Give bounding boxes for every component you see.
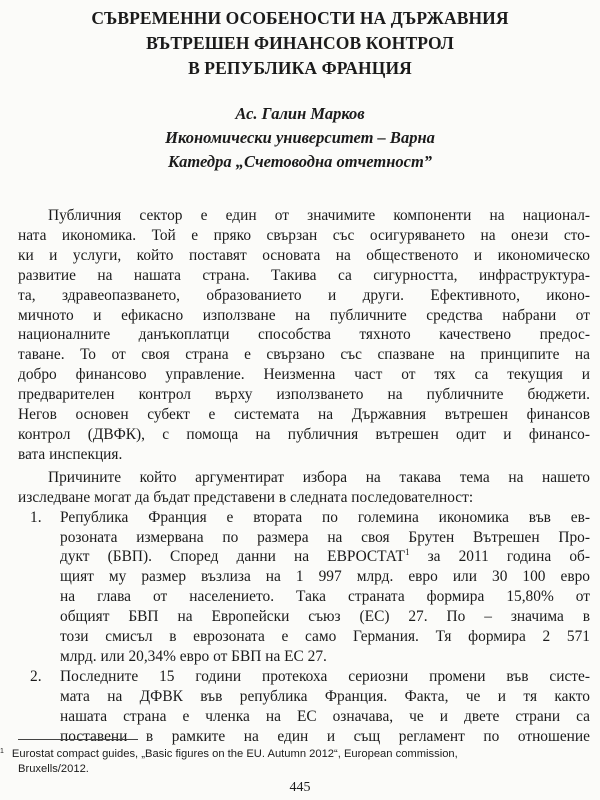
text-line bbox=[18, 547, 590, 567]
text-line: добро финансово управление. Неизменна част от тях са текущия и bbox=[18, 366, 590, 384]
text-line: този смисъл в еврозоната е само Германия. Тя формира 2 571 bbox=[60, 628, 590, 646]
list-text: дукт (БВП). Според данни на ЕВРОСТАТ bbox=[60, 548, 405, 566]
list-text: Последните 15 години протекоха сериозни промени във систе- bbox=[60, 667, 590, 685]
footnote bbox=[0, 744, 590, 777]
footnote-divider bbox=[18, 739, 138, 740]
text-line: мичното и ефикасно използване на публичните средства набрани от bbox=[18, 306, 590, 324]
author-affiliation: Икономически университет – Варна bbox=[165, 128, 435, 147]
text-line: розоната измервана по размера на своя Брутен Вътрешен Про- bbox=[60, 528, 590, 546]
text-line: ки и услуги, който поставят основата на общественото и икономическо bbox=[18, 246, 590, 264]
author-department: Катедра „Счетоводна отчетност” bbox=[167, 152, 433, 171]
footnote-text: Bruxells/2012. bbox=[18, 763, 89, 775]
author-name: Ас. Галин Марков bbox=[235, 104, 365, 123]
article-body bbox=[18, 206, 590, 746]
text-line: предварителен контрол върху използването на публичните бюджети. bbox=[18, 386, 590, 404]
list-number: 2. bbox=[30, 667, 42, 685]
text-line: Негов основен субект е системата на Държавния вътрешен финансов bbox=[18, 406, 590, 424]
paragraph-intro bbox=[18, 206, 590, 465]
text-line: вата инспекция. bbox=[18, 445, 123, 463]
text-line: националните данъкоплатци способства тяхното качествено предос- bbox=[18, 326, 590, 344]
article-title bbox=[0, 6, 600, 81]
text-line bbox=[18, 667, 590, 687]
footnote-mark: 1 bbox=[0, 748, 4, 755]
list-text: Република Франция е втората по големина икономика във ев- bbox=[60, 508, 590, 526]
list-number: 1. bbox=[30, 508, 42, 526]
title-line: В РЕПУБЛИКА ФРАНЦИЯ bbox=[188, 58, 412, 78]
list-text: за 2011 година об- bbox=[409, 548, 590, 566]
text-line: млрд. или 20,34% евро от БВП на ЕС 27. bbox=[60, 647, 327, 665]
text-line: нашата страна е членка на ЕС означава, че и двете страни са bbox=[60, 707, 590, 725]
text-line: таване. То от своя страна е свързано със спазване на принципите на bbox=[18, 346, 590, 364]
text-line: контрол (ДВФК), с помоща на публичния вътрешен одит и финансо- bbox=[18, 425, 590, 443]
list-item bbox=[18, 667, 590, 747]
list-item bbox=[18, 508, 590, 667]
title-line: СЪВРЕМЕННИ ОСОБЕНОСТИ НА ДЪРЖАВНИЯ bbox=[91, 8, 509, 28]
text-line bbox=[18, 508, 590, 528]
text-line: на глава от населението. Така страната формира 15,80% от bbox=[60, 588, 590, 606]
paragraph-reasons bbox=[18, 468, 590, 508]
footnote-text: Eurostat compact guides, „Basic figures on the EU. Autumn 2012“, European commission, bbox=[11, 748, 458, 760]
text-line: ната икономика. Той е пряко свързан със осигуряването на онези сто- bbox=[18, 226, 590, 244]
text-line: поставени в рамките на един и същ регламент по отношение bbox=[60, 727, 590, 745]
footnote-reference[interactable]: 1 bbox=[404, 547, 410, 558]
text-line: мата на ДФВК във република Франция. Факта, че и тя както bbox=[60, 687, 590, 705]
text-line: общият БВП на Европейски съюз (ЕС) 27. По – значима в bbox=[60, 608, 590, 626]
text-line: щият му размер възлиза на 1 997 млрд. евро или 30 100 евро bbox=[60, 568, 590, 586]
text-line: Причините който аргументират избора на такава тема на нашето bbox=[48, 468, 590, 486]
text-line: та, здравеопазването, образованието и други. Ефективното, иконо- bbox=[18, 286, 590, 304]
text-line: изследване могат да бъдат представени в следната последователност: bbox=[18, 488, 474, 506]
page-number: 445 bbox=[289, 780, 311, 795]
text-line: Публичния сектор е един от значимите компоненти на национал- bbox=[48, 207, 590, 224]
author-block bbox=[0, 102, 600, 174]
title-line: ВЪТРЕШЕН ФИНАНСОВ КОНТРОЛ bbox=[146, 33, 454, 53]
text-line: развитие на нашата страна. Такива са сигурността, инфраструктура- bbox=[18, 266, 590, 284]
